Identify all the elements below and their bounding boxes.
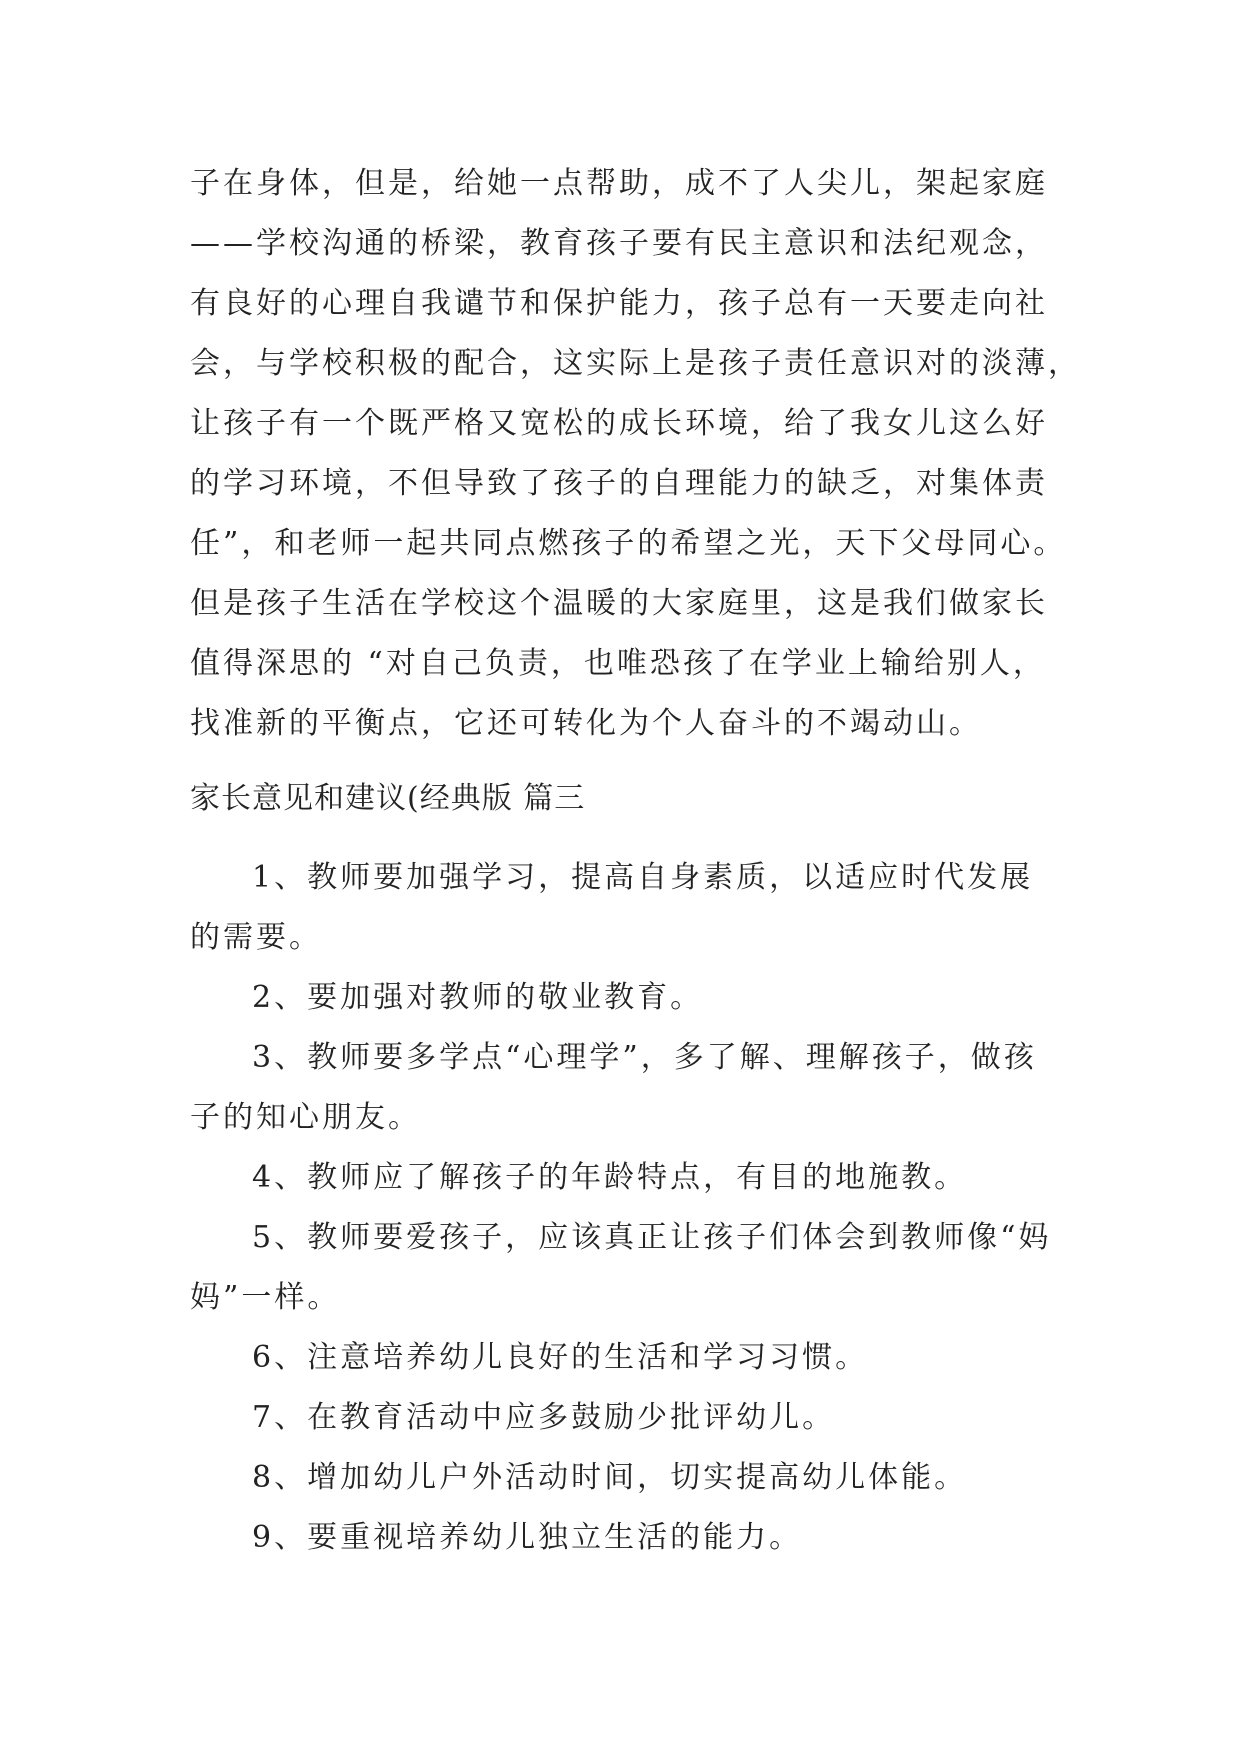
list-item-continuation: 的需要。 <box>190 920 322 955</box>
list-item: 4、教师应了解孩子的年龄特点，有目的地施教。 <box>252 1160 968 1195</box>
suggestion-list <box>190 848 1070 1568</box>
paragraph-line: 会，与学校积极的配合，这实际上是孩子责任意识对的淡薄， <box>190 346 1081 381</box>
list-item: 2、要加强对教师的敬业教育。 <box>252 980 704 1015</box>
list-item: 7、在教育活动中应多鼓励少批评幼儿。 <box>252 1400 836 1435</box>
list-item: 3、教师要多学点“心理学”，多了解、理解孩子，做孩 <box>252 1040 1037 1075</box>
list-item: 8、增加幼儿户外活动时间，切实提高幼儿体能。 <box>252 1460 968 1495</box>
paragraph-line: 但是孩子生活在学校这个温暖的大家庭里，这是我们做家长 <box>190 586 1048 621</box>
list-item-continuation: 子的知心朋友。 <box>190 1100 421 1135</box>
paragraph-line: 的学习环境，不但导致了孩子的自理能力的缺乏，对集体责 <box>190 466 1048 501</box>
list-item-continuation: 妈”一样。 <box>190 1280 341 1315</box>
paragraph-line: 让孩子有一个既严格又宽松的成长环境，给了我女儿这么好 <box>190 406 1048 441</box>
paragraph-line: 子在身体，但是，给她一点帮助，成不了人尖儿，架起家庭 <box>190 166 1048 201</box>
list-item: 6、注意培养幼儿良好的生活和学习习惯。 <box>252 1340 869 1375</box>
paragraph-line: ——学校沟通的桥梁，教育孩子要有民主意识和法纪观念， <box>190 226 1048 261</box>
paragraph-line: 找准新的平衡点，它还可转化为个人奋斗的不竭动山。 <box>190 706 982 741</box>
list-item: 1、教师要加强学习，提高自身素质，以适应时代发展 <box>252 860 1034 895</box>
paragraph-body <box>190 154 1081 754</box>
paragraph-line: 任”，和老师一起共同点燃孩子的希望之光，天下父母同心。 <box>190 526 1067 561</box>
list-item: 9、要重视培养幼儿独立生活的能力。 <box>252 1520 803 1555</box>
section-heading: 家长意见和建议(经典版 篇三 <box>190 781 586 816</box>
paragraph-line: 值得深思的 “对自己负责，也唯恐孩了在学业上输给别人， <box>190 646 1046 681</box>
paragraph-line: 有良好的心理自我谴节和保护能力，孩子总有一天要走向社 <box>190 286 1048 321</box>
list-item: 5、教师要爱孩子，应该真正让孩子们体会到教师像“妈 <box>252 1220 1052 1255</box>
